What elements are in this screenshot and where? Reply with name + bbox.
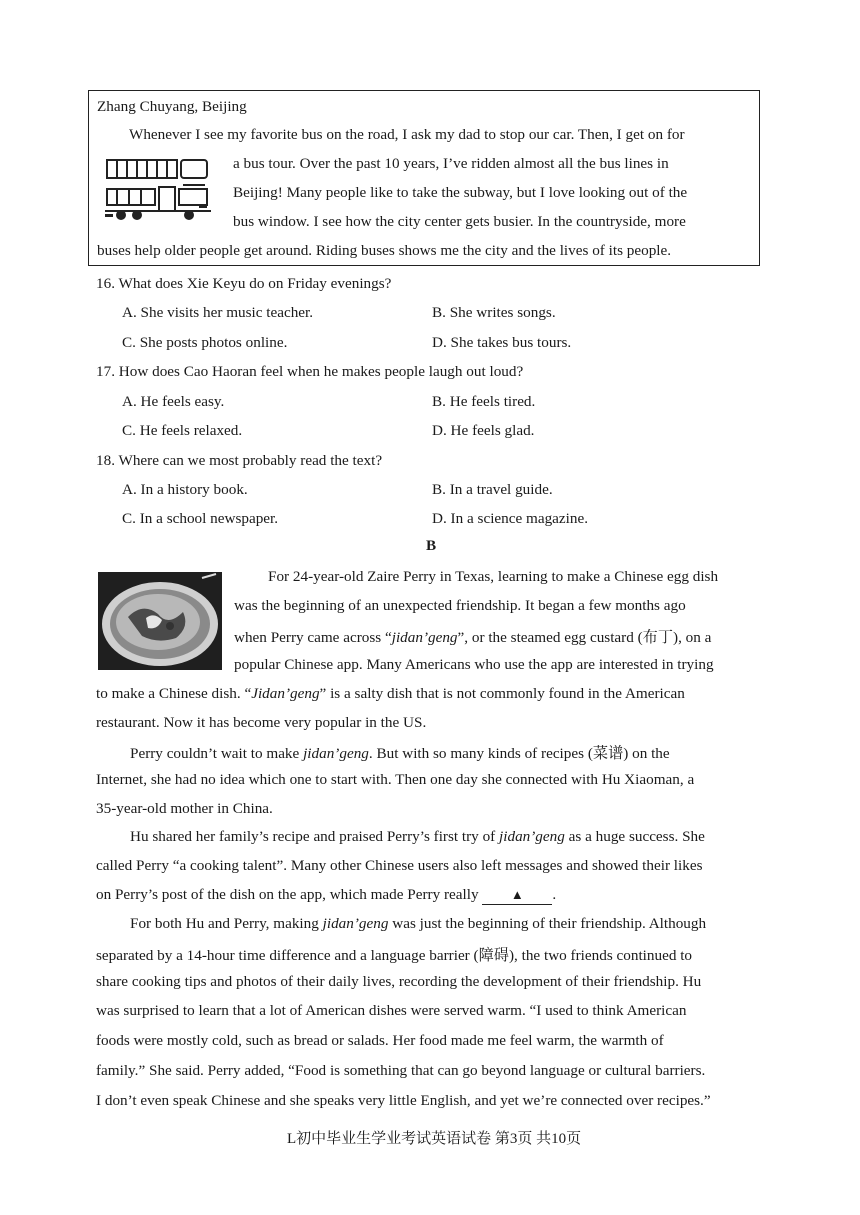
option-17d: D. He feels glad. (432, 422, 535, 439)
passage-line: Beijing! Many people like to take the subway, but I love looking out of the (233, 184, 688, 201)
text-line: Hu shared her family’s recipe and praised Perry’s first try of jidan’geng as a huge success. She (130, 828, 705, 845)
text-line: was the beginning of an unexpected friendship. It began a few months ago (234, 597, 686, 614)
option-18a: A. In a history book. (122, 481, 248, 498)
option-16b: B. She writes songs. (432, 304, 556, 321)
passage-box (88, 90, 760, 266)
passage-line: a bus tour. Over the past 10 years, I’ve ridden almost all the bus lines in (233, 155, 669, 172)
bus-icon (103, 157, 213, 221)
triangle-icon: ▲ (510, 887, 524, 902)
text-line: For 24-year-old Zaire Perry in Texas, learning to make a Chinese egg dish (268, 568, 719, 585)
text-line: family.” She said. Perry added, “Food is something that can go beyond language or cultural barriers. (96, 1062, 706, 1079)
text-line: on Perry’s post of the dish on the app, which made Perry really ▲ . (96, 886, 557, 903)
page-footer: L初中毕业生学业考试英语试卷 第3页 共10页 (287, 1131, 582, 1147)
text-line: when Perry came across “jidan’geng”, or the steamed egg custard (布丁), on a (234, 629, 712, 646)
text-line: restaurant. Now it has become very popular in the US. (96, 714, 427, 731)
passage-line: Whenever I see my favorite bus on the road, I ask my dad to stop our car. Then, I get on for (129, 126, 685, 143)
option-16d: D. She takes bus tours. (432, 334, 572, 351)
passage-line: bus window. I see how the city center gets busier. In the countryside, more (233, 213, 686, 230)
question-16: 16. What does Xie Keyu do on Friday evenings? (96, 275, 392, 292)
question-18: 18. Where can we most probably read the text? (96, 452, 383, 469)
option-17b: B. He feels tired. (432, 393, 536, 410)
text-line: Internet, she had no idea which one to start with. Then one day she connected with Hu Xiaoman, a (96, 771, 695, 788)
text-line: 35-year-old mother in China. (96, 800, 273, 817)
question-17: 17. How does Cao Haoran feel when he makes people laugh out loud? (96, 363, 524, 380)
option-17a: A. He feels easy. (122, 393, 225, 410)
text-line: Perry couldn’t wait to make jidan’geng. But with so many kinds of recipes (菜谱) on the (130, 745, 670, 762)
text-line: foods were mostly cold, such as bread or salads. Her food made me feel warm, the warmth of (96, 1032, 664, 1049)
text-line: For both Hu and Perry, making jidan’geng was just the beginning of their friendship. Although (130, 915, 707, 932)
option-18d: D. In a science magazine. (432, 510, 589, 527)
text-line: I don’t even speak Chinese and she speaks very little English, and yet we’re connected over recipes.” (96, 1092, 711, 1109)
answer-blank (482, 886, 552, 905)
egg-custard-photo (98, 572, 222, 670)
option-18c: C. In a school newspaper. (122, 510, 279, 527)
passage-author: Zhang Chuyang, Beijing (97, 98, 247, 115)
text-line: called Perry “a cooking talent”. Many other Chinese users also left messages and showed their likes (96, 857, 703, 874)
text-line: share cooking tips and photos of their daily lives, recording the development of their friendship. Hu (96, 973, 702, 990)
text-line: was surprised to learn that a lot of American dishes were served warm. “I used to think American (96, 1002, 687, 1019)
passage-line: buses help older people get around. Riding buses shows me the city and the lives of its people. (97, 242, 672, 259)
text-line: to make a Chinese dish. “Jidan’geng” is a salty dish that is not commonly found in the American (96, 685, 685, 702)
option-17c: C. He feels relaxed. (122, 422, 243, 439)
text-line: popular Chinese app. Many Americans who use the app are interested in trying (234, 656, 714, 673)
text-line: separated by a 14-hour time difference and a language barrier (障碍), the two friends continued to (96, 947, 693, 964)
option-16c: C. She posts photos online. (122, 334, 288, 351)
option-18b: B. In a travel guide. (432, 481, 553, 498)
section-heading: B (426, 537, 437, 554)
option-16a: A. She visits her music teacher. (122, 304, 314, 321)
